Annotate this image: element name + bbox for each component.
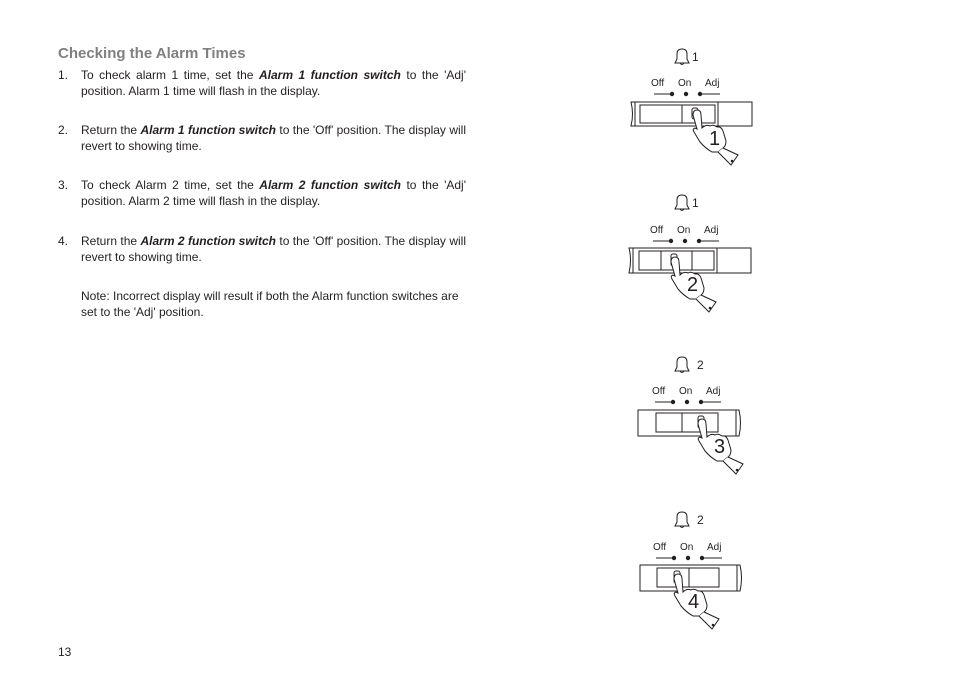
instruction-step-4 xyxy=(58,234,466,265)
label-on: On xyxy=(678,78,692,89)
slide-switch xyxy=(640,565,742,591)
label-adj: Adj xyxy=(705,78,720,89)
label-adj: Adj xyxy=(706,386,721,397)
alarm-number: 1 xyxy=(692,50,699,64)
switch-name: Alarm 2 function switch xyxy=(259,178,402,192)
note xyxy=(58,289,466,320)
label-off: Off xyxy=(652,386,666,397)
step-number: 2. xyxy=(58,123,69,137)
instruction-step-3 xyxy=(58,178,466,209)
alarm-1-switch-off-figure xyxy=(620,190,760,315)
alarm-number: 1 xyxy=(692,196,699,210)
slide-switch xyxy=(638,410,741,436)
slide-switch xyxy=(629,248,751,273)
label-off: Off xyxy=(650,225,664,236)
step-text: To check alarm 1 time, set the Alarm 1 function switch to the 'Adj' position. Alarm 1 time will flash in the display. xyxy=(81,68,467,98)
label-adj: Adj xyxy=(704,225,719,236)
alarm-2-switch-adj-figure xyxy=(628,352,768,477)
step-number-badge: 4 xyxy=(688,591,700,613)
step-text: Return the Alarm 2 function switch to the 'Off' position. The display will revert to showing time. xyxy=(81,234,466,264)
alarm-1-switch-adj-figure xyxy=(620,44,760,169)
switch-name: Alarm 1 function switch xyxy=(258,68,401,82)
step-number-badge: 1 xyxy=(709,128,721,150)
step-number: 3. xyxy=(58,178,69,192)
instruction-step-1 xyxy=(58,68,466,99)
step-number-badge: 3 xyxy=(714,436,726,458)
label-adj: Adj xyxy=(707,542,722,553)
bell-icon xyxy=(675,195,689,211)
page-number: 13 xyxy=(58,645,72,659)
label-on: On xyxy=(677,225,691,236)
step-text: Return the Alarm 1 function switch to the 'Off' position. The display will revert to showing time. xyxy=(81,123,466,153)
alarm-2-switch-off-figure xyxy=(628,507,768,632)
step-number: 4. xyxy=(58,234,69,248)
instruction-step-2 xyxy=(58,123,466,154)
note-text: Note: Incorrect display will result if both the Alarm function switches are set to the 'Adj' position. xyxy=(81,289,459,319)
label-off: Off xyxy=(651,78,665,89)
bell-icon xyxy=(675,49,689,65)
alarm-number: 2 xyxy=(697,358,704,372)
switch-name: Alarm 1 function switch xyxy=(140,123,277,137)
step-number: 1. xyxy=(58,68,69,82)
label-off: Off xyxy=(653,542,667,553)
step-text: To check Alarm 2 time, set the Alarm 2 function switch to the 'Adj' position. Alarm 2 time will flash in the display. xyxy=(81,178,467,208)
step-number-badge: 2 xyxy=(687,274,699,296)
alarm-number: 2 xyxy=(697,513,704,527)
page-title: Checking the Alarm Times xyxy=(58,45,246,62)
switch-name: Alarm 2 function switch xyxy=(140,234,277,248)
label-on: On xyxy=(680,542,694,553)
slide-switch xyxy=(631,102,752,126)
bell-icon xyxy=(675,512,689,528)
label-on: On xyxy=(679,386,693,397)
bell-icon xyxy=(675,357,689,373)
